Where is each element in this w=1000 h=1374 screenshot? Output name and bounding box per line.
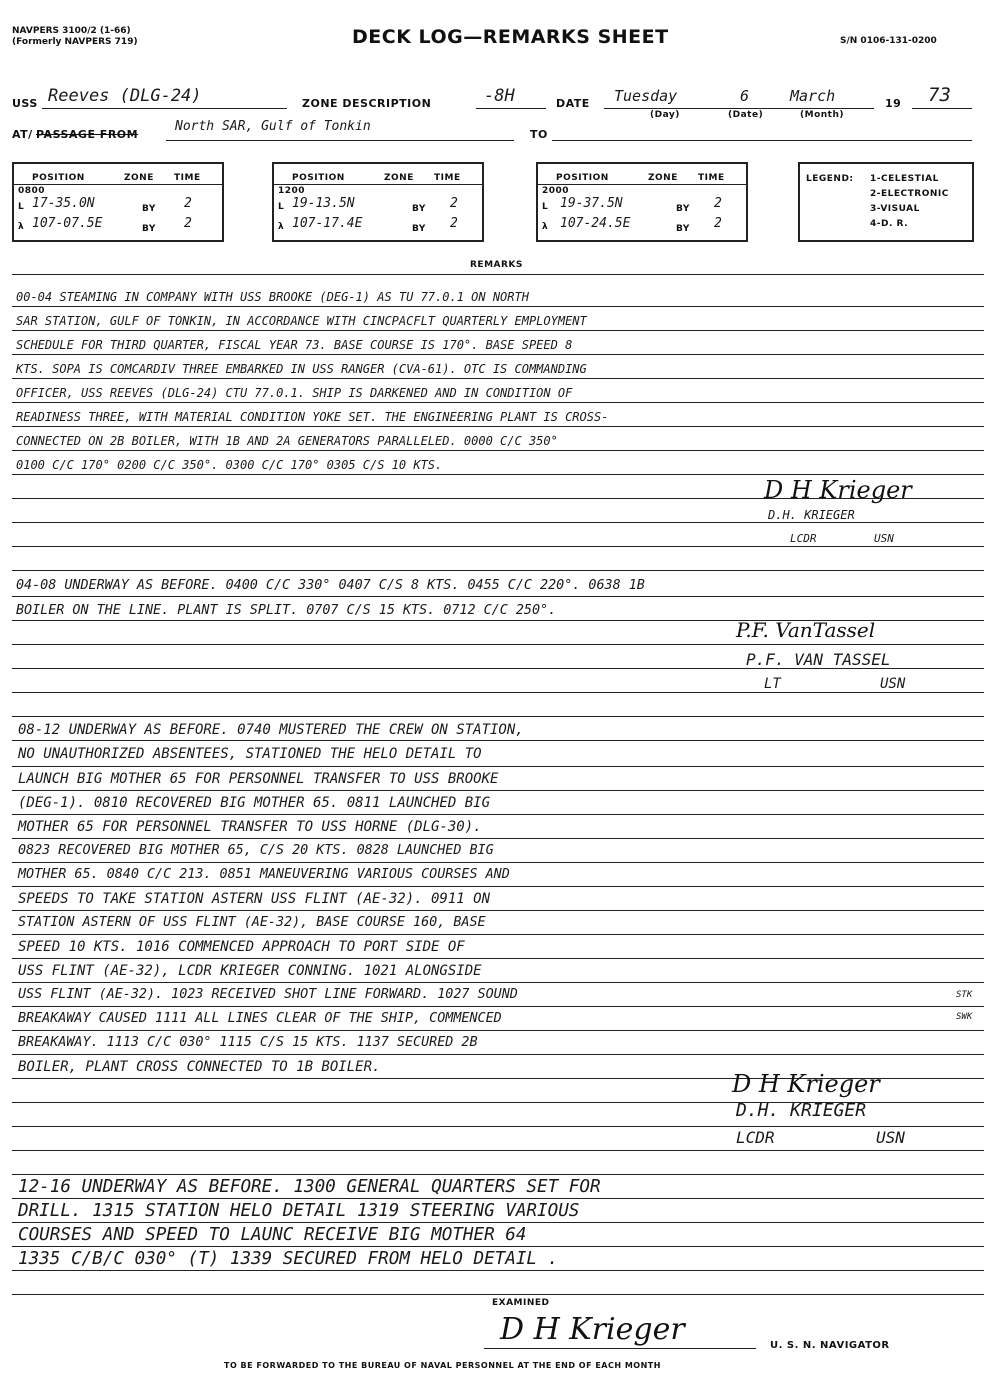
page-title: DECK LOG—REMARKS SHEET — [352, 26, 669, 48]
year-prefix: 19 — [885, 97, 902, 110]
officer-signature: D H Krieger — [732, 1070, 880, 1098]
officer-rank: LCDR — [790, 532, 817, 545]
margin-note: SWK — [956, 1012, 973, 1022]
log-line: 0100 C/C 170° 0200 C/C 350°. 0300 C/C 170° 0305 C/S 10 KTS. — [16, 458, 443, 472]
navigator-signature: D H Krieger — [500, 1312, 685, 1347]
log-line: 04-08 UNDERWAY AS BEFORE. 0400 C/C 330° 0407 C/S 8 KTS. 0455 C/C 220°. 0638 1B — [16, 578, 645, 593]
ship-name: Reeves (DLG-24) — [48, 86, 202, 106]
position-box-0800: POSITION ZONE TIME 0800 L 17-35.0N BY 2 λ 107-07.5E BY 2 — [12, 162, 224, 242]
log-line: KTS. SOPA IS COMCARDIV THREE EMBARKED IN USS RANGER (CVA-61). OTC IS COMMANDING — [16, 362, 587, 376]
at-label: AT/ — [12, 128, 33, 141]
to-label: TO — [530, 128, 548, 141]
position-time: 1200 — [278, 186, 306, 196]
position-lon: 107-07.5E — [32, 216, 103, 231]
position-lat: 19-37.5N — [560, 196, 623, 211]
remarks-heading: REMARKS — [470, 260, 523, 270]
position-lon: 107-24.5E — [560, 216, 631, 231]
position-box-1200: POSITION ZONE TIME 1200 L 19-13.5N BY 2 λ 107-17.4E BY 2 — [272, 162, 484, 242]
form-number: NAVPERS 3100/2 (1-66) — [12, 26, 131, 36]
log-line: BOILER ON THE LINE. PLANT IS SPLIT. 0707 C/S 15 KTS. 0712 C/C 250°. — [16, 603, 557, 618]
log-line: MOTHER 65 FOR PERSONNEL TRANSFER TO USS HORNE (DLG-30). — [18, 819, 482, 835]
officer-service: USN — [880, 676, 906, 692]
officer-signature: D H Krieger — [764, 476, 912, 504]
zone-value: -8H — [484, 86, 515, 106]
officer-name: D.H. KRIEGER — [768, 508, 855, 522]
day-value: Tuesday — [614, 87, 678, 105]
log-line: MOTHER 65. 0840 C/C 213. 0851 MANEUVERING VARIOUS COURSES AND — [18, 867, 510, 882]
log-line: 0823 RECOVERED BIG MOTHER 65, C/S 20 KTS. 0828 LAUNCHED BIG — [18, 843, 494, 858]
position-box-2000: POSITION ZONE TIME 2000 L 19-37.5N BY 2 λ 107-24.5E BY 2 — [536, 162, 748, 242]
log-line: BOILER, PLANT CROSS CONNECTED TO 1B BOILER. — [18, 1059, 381, 1075]
log-line: 08-12 UNDERWAY AS BEFORE. 0740 MUSTERED THE CREW ON STATION, — [18, 722, 524, 738]
log-line: USS FLINT (AE-32). 1023 RECEIVED SHOT LINE FORWARD. 1027 SOUND — [18, 987, 518, 1002]
log-line: 00-04 STEAMING IN COMPANY WITH USS BROOKE (DEG-1) AS TU 77.0.1 ON NORTH — [16, 290, 529, 304]
officer-service: USN — [874, 532, 894, 545]
month-value: March — [790, 87, 836, 105]
officer-service: USN — [876, 1128, 905, 1147]
position-time: 0800 — [18, 186, 46, 196]
zone-label: ZONE DESCRIPTION — [302, 97, 432, 110]
officer-signature: P.F. VanTassel — [736, 618, 876, 642]
log-line: NO UNAUTHORIZED ABSENTEES, STATIONED THE HELO DETAIL TO — [18, 746, 482, 762]
examined-label: EXAMINED — [492, 1298, 550, 1308]
position-lat: 17-35.0N — [32, 196, 95, 211]
position-time: 2000 — [542, 186, 570, 196]
log-line: DRILL. 1315 STATION HELO DETAIL 1319 STEERING VARIOUS — [18, 1201, 580, 1221]
log-line: 1335 C/B/C 030° (T) 1339 SECURED FROM HELO DETAIL . — [18, 1249, 559, 1269]
log-line: SPEEDS TO TAKE STATION ASTERN USS FLINT (AE-32). 0911 ON — [18, 891, 491, 907]
log-line: CONNECTED ON 2B BOILER, WITH 1B AND 2A GENERATORS PARALLELED. 0000 C/C 350° — [16, 434, 558, 448]
log-line: BREAKAWAY. 1113 C/C 030° 1115 C/S 15 KTS. 1137 SECURED 2B — [18, 1035, 478, 1050]
log-line: 12-16 UNDERWAY AS BEFORE. 1300 GENERAL QUARTERS SET FOR — [18, 1177, 601, 1197]
legend-title: LEGEND: — [806, 174, 854, 184]
month-caption: (Month) — [800, 110, 844, 120]
position-lat: 19-13.5N — [292, 196, 355, 211]
margin-note: STK — [956, 990, 973, 1000]
date-value: 6 — [740, 87, 750, 105]
log-line: SPEED 10 KTS. 1016 COMMENCED APPROACH TO PORT SIDE OF — [18, 939, 465, 955]
year-value: 73 — [928, 84, 951, 106]
officer-name: D.H. KRIEGER — [736, 1100, 867, 1121]
log-line: COURSES AND SPEED TO LAUNC RECEIVE BIG MOTHER 64 — [18, 1225, 527, 1245]
position-lon: 107-17.4E — [292, 216, 363, 231]
log-line: SCHEDULE FOR THIRD QUARTER, FISCAL YEAR 73. BASE COURSE IS 170°. BASE SPEED 8 — [16, 338, 573, 352]
legend-box: LEGEND: 1-CELESTIAL 2-ELECTRONIC 3-VISUAL 4-D. R. — [798, 162, 974, 242]
form-former: (Formerly NAVPERS 719) — [12, 37, 138, 47]
stock-number: S/N 0106-131-0200 — [840, 36, 937, 46]
officer-rank: LT — [764, 676, 781, 692]
day-caption: (Day) — [650, 110, 680, 120]
date-label: DATE — [556, 97, 590, 110]
log-line: LAUNCH BIG MOTHER 65 FOR PERSONNEL TRANSFER TO USS BROOKE — [18, 771, 499, 787]
officer-rank: LCDR — [736, 1128, 775, 1147]
navigator-label: U. S. N. NAVIGATOR — [770, 1340, 890, 1351]
log-line: STATION ASTERN OF USS FLINT (AE-32), BASE COURSE 160, BASE — [18, 915, 486, 930]
date-caption: (Date) — [728, 110, 764, 120]
log-line: OFFICER, USS REEVES (DLG-24) CTU 77.0.1. SHIP IS DARKENED AND IN CONDITION OF — [16, 386, 573, 400]
log-line: READINESS THREE, WITH MATERIAL CONDITION YOKE SET. THE ENGINEERING PLANT IS CROSS- — [16, 410, 609, 424]
forward-note: TO BE FORWARDED TO THE BUREAU OF NAVAL PERSONNEL AT THE END OF EACH MONTH — [224, 1361, 661, 1370]
officer-name: P.F. VAN TASSEL — [746, 650, 891, 669]
uss-label: USS — [12, 97, 38, 110]
log-line: USS FLINT (AE-32), LCDR KRIEGER CONNING. 1021 ALONGSIDE — [18, 963, 482, 979]
passage-from: North SAR, Gulf of Tonkin — [175, 119, 371, 134]
log-line: SAR STATION, GULF OF TONKIN, IN ACCORDANCE WITH CINCPACFLT QUARTERLY EMPLOYMENT — [16, 314, 587, 328]
log-line: (DEG-1). 0810 RECOVERED BIG MOTHER 65. 0811 LAUNCHED BIG — [18, 795, 491, 811]
passage-label: PASSAGE FROM — [36, 128, 139, 141]
log-line: BREAKAWAY CAUSED 1111 ALL LINES CLEAR OF THE SHIP, COMMENCED — [18, 1011, 502, 1026]
